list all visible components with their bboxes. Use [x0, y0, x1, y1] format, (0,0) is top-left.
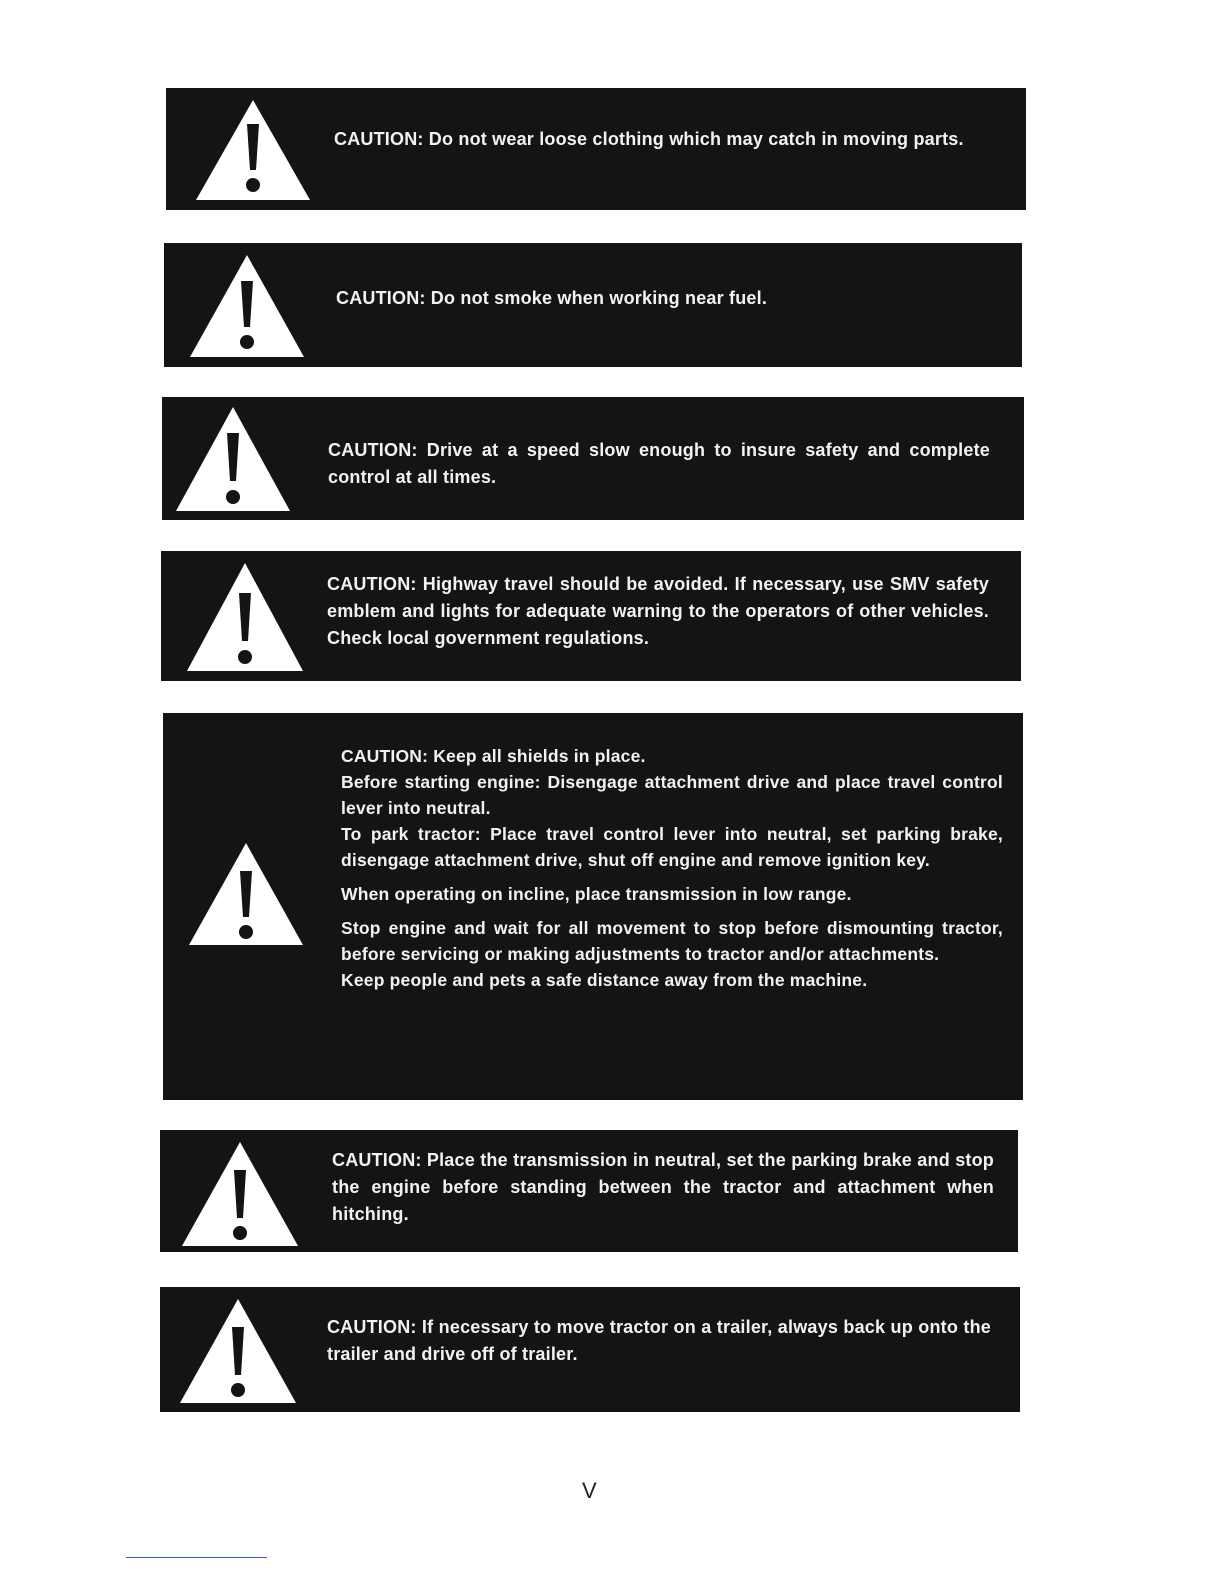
- footer-rule: [126, 1557, 267, 1558]
- warning-triangle-icon: [172, 403, 294, 515]
- caution-line: CAUTION: Highway travel should be avoided. If necessary, use SMV safety emblem and lights for adequate warning to the operators of other vehicles. Check local government regulations.: [327, 574, 989, 648]
- warning-triangle-icon: [183, 559, 307, 675]
- caution-line: Stop engine and wait for all movement to stop before dismounting tractor, before servicing or making adjustments to tractor and/or attachments.: [341, 918, 1003, 964]
- caution-box-2: [164, 243, 1022, 367]
- caution-line: CAUTION: Keep all shields in place.: [341, 746, 646, 766]
- caution-box-3: [162, 397, 1024, 520]
- caution-line: When operating on incline, place transmission in low range.: [341, 884, 852, 904]
- warning-triangle-icon: [192, 96, 314, 204]
- caution-line: To park tractor: Place travel control lever into neutral, set parking brake, disengage attachment drive, shut off engine and remove ignition key.: [341, 824, 1003, 870]
- caution-text: [336, 285, 996, 312]
- caution-line: CAUTION: Do not wear loose clothing which may catch in moving parts.: [334, 129, 964, 149]
- caution-line: Before starting engine: Disengage attachment drive and place travel control lever into neutral.: [341, 772, 1003, 818]
- warning-triangle-icon: [186, 251, 308, 361]
- caution-text: [334, 126, 998, 153]
- caution-line: CAUTION: Drive at a speed slow enough to insure safety and complete control at all times.: [328, 440, 990, 487]
- caution-box-4: [161, 551, 1021, 681]
- warning-triangle-icon: [178, 1138, 302, 1250]
- caution-line: Keep people and pets a safe distance away from the machine.: [341, 970, 868, 990]
- caution-box-6: [160, 1130, 1018, 1252]
- caution-line: CAUTION: Place the transmission in neutral, set the parking brake and stop the engine before standing between the tractor and attachment when hitching.: [332, 1150, 994, 1224]
- caution-line: CAUTION: If necessary to move tractor on a trailer, always back up onto the trailer and drive off of trailer.: [327, 1317, 991, 1364]
- caution-box-7: [160, 1287, 1020, 1412]
- caution-text: [328, 437, 990, 491]
- caution-line: CAUTION: Do not smoke when working near fuel.: [336, 288, 768, 308]
- caution-box-5: [163, 713, 1023, 1100]
- caution-text: [332, 1147, 994, 1228]
- caution-text: [327, 1314, 991, 1368]
- warning-triangle-icon: [176, 1295, 300, 1407]
- page-number: V: [582, 1478, 597, 1503]
- warning-triangle-icon: [185, 839, 307, 949]
- caution-text: [327, 571, 989, 652]
- caution-text: [341, 743, 1003, 993]
- caution-box-1: [166, 88, 1026, 210]
